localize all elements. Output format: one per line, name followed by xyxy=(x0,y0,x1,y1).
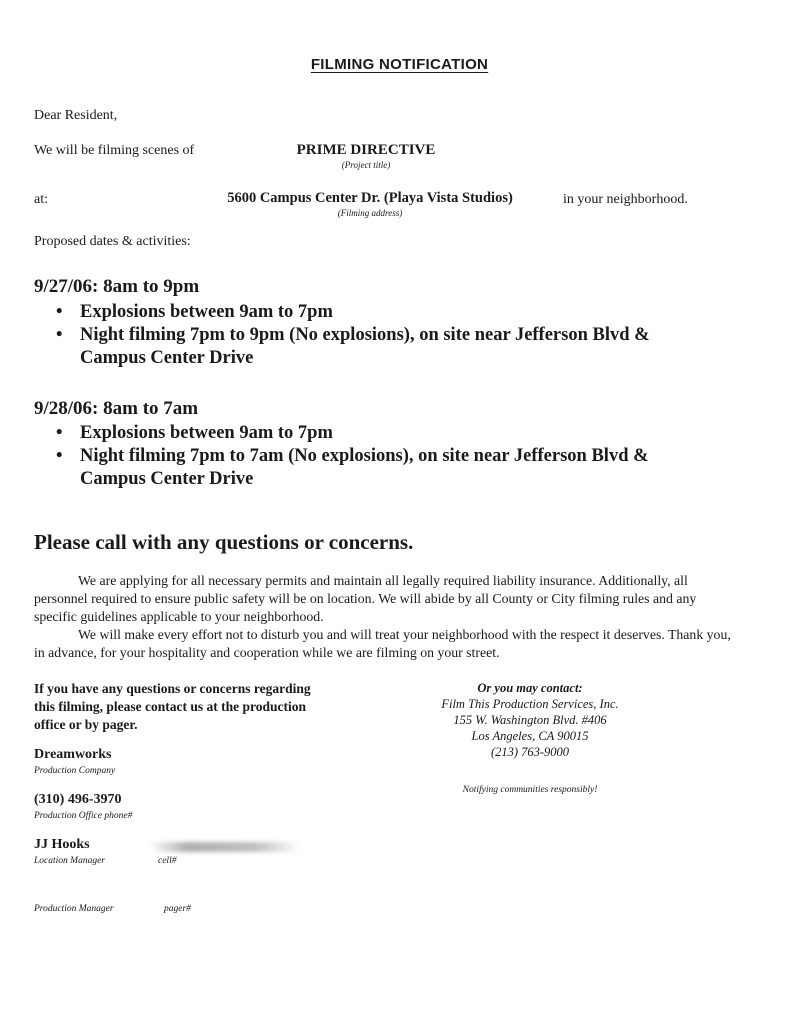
alt-contact-line: Film This Production Services, Inc. xyxy=(441,697,619,711)
alt-contact-line: (213) 763-9000 xyxy=(490,745,570,759)
schedule-item xyxy=(56,324,774,370)
salutation: Dear Resident, xyxy=(34,108,118,123)
location-manager-caption: Location Manager xyxy=(34,856,105,866)
schedule-item-text: Night filming 7pm to 7am (No explosions), on site near Jefferson Blvd & xyxy=(80,446,649,466)
questions-line: office or by pager. xyxy=(34,717,138,732)
body-text xyxy=(34,572,734,662)
bullet-icon: • xyxy=(56,302,63,322)
redaction-mark xyxy=(150,842,300,852)
dates-label: Proposed dates & activities: xyxy=(34,234,191,249)
body-paragraph-2: We will make every effort not to disturb you and will treat your neighborhood with the respect it deserves. Thank you, in advance, for your hospitality and cooperation while we are filming on your street. xyxy=(34,627,731,660)
body-paragraph-1: We are applying for all necessary permits and maintain all legally required liability insurance. Additionally, all personnel required to ensure public safety will be on location. We will abide by all County or City filming rules and any specific guidelines applicable to your neighborhood. xyxy=(34,573,697,624)
schedule-item-text: Explosions between 9am to 7pm xyxy=(80,423,333,443)
project-title: PRIME DIRECTIVE xyxy=(296,142,436,158)
alt-contact-tagline: Notifying communities responsibly! xyxy=(462,785,598,795)
filming-address-caption: (Filming address) xyxy=(337,208,403,218)
page-title xyxy=(0,56,799,73)
schedule-list-2 xyxy=(34,422,774,491)
project-intro: We will be filming scenes of xyxy=(34,143,195,158)
production-company-name: Dreamworks xyxy=(34,747,112,762)
production-company-caption: Production Company xyxy=(34,766,116,776)
alt-contact-block xyxy=(410,680,650,798)
office-phone-caption: Production Office phone# xyxy=(34,811,133,821)
schedule-date-2: 9/28/06: 8am to 7am xyxy=(34,398,199,419)
bullet-icon: • xyxy=(56,446,63,466)
schedule-item xyxy=(56,422,774,445)
pager-label: pager# xyxy=(164,904,191,914)
schedule-item-text: Night filming 7pm to 9pm (No explosions), on site near Jefferson Blvd & xyxy=(80,325,650,345)
questions-line: If you have any questions or concerns regarding xyxy=(34,681,311,696)
office-phone: (310) 496-3970 xyxy=(34,792,122,807)
schedule-item xyxy=(56,445,774,491)
filming-address: 5600 Campus Center Dr. (Playa Vista Studios) xyxy=(227,190,513,206)
cell-label: cell# xyxy=(158,856,177,866)
schedule-item-text-cont: Campus Center Drive xyxy=(80,348,254,368)
questions-block xyxy=(34,680,394,734)
schedule-date-1: 9/27/06: 8am to 9pm xyxy=(34,276,200,297)
schedule-list-1 xyxy=(34,301,774,370)
alt-contact-line: 155 W. Washington Blvd. #406 xyxy=(453,713,607,727)
call-heading: Please call with any questions or concerns. xyxy=(34,530,414,554)
bullet-icon: • xyxy=(56,325,63,345)
neighborhood-suffix: in your neighborhood. xyxy=(563,192,688,207)
alt-contact-line: Los Angeles, CA 90015 xyxy=(471,729,589,743)
schedule-item xyxy=(56,301,774,324)
questions-line: this filming, please contact us at the production xyxy=(34,699,307,714)
title-text: FILMING NOTIFICATION xyxy=(310,56,489,73)
bullet-icon: • xyxy=(56,423,63,443)
production-manager-caption: Production Manager xyxy=(34,904,114,914)
alt-contact-heading: Or you may contact: xyxy=(477,681,583,695)
project-title-caption: (Project title) xyxy=(341,160,391,170)
schedule-item-text: Explosions between 9am to 7pm xyxy=(80,302,333,322)
at-label: at: xyxy=(34,192,48,207)
location-manager-name: JJ Hooks xyxy=(34,837,90,852)
schedule-item-text-cont: Campus Center Drive xyxy=(80,469,254,489)
